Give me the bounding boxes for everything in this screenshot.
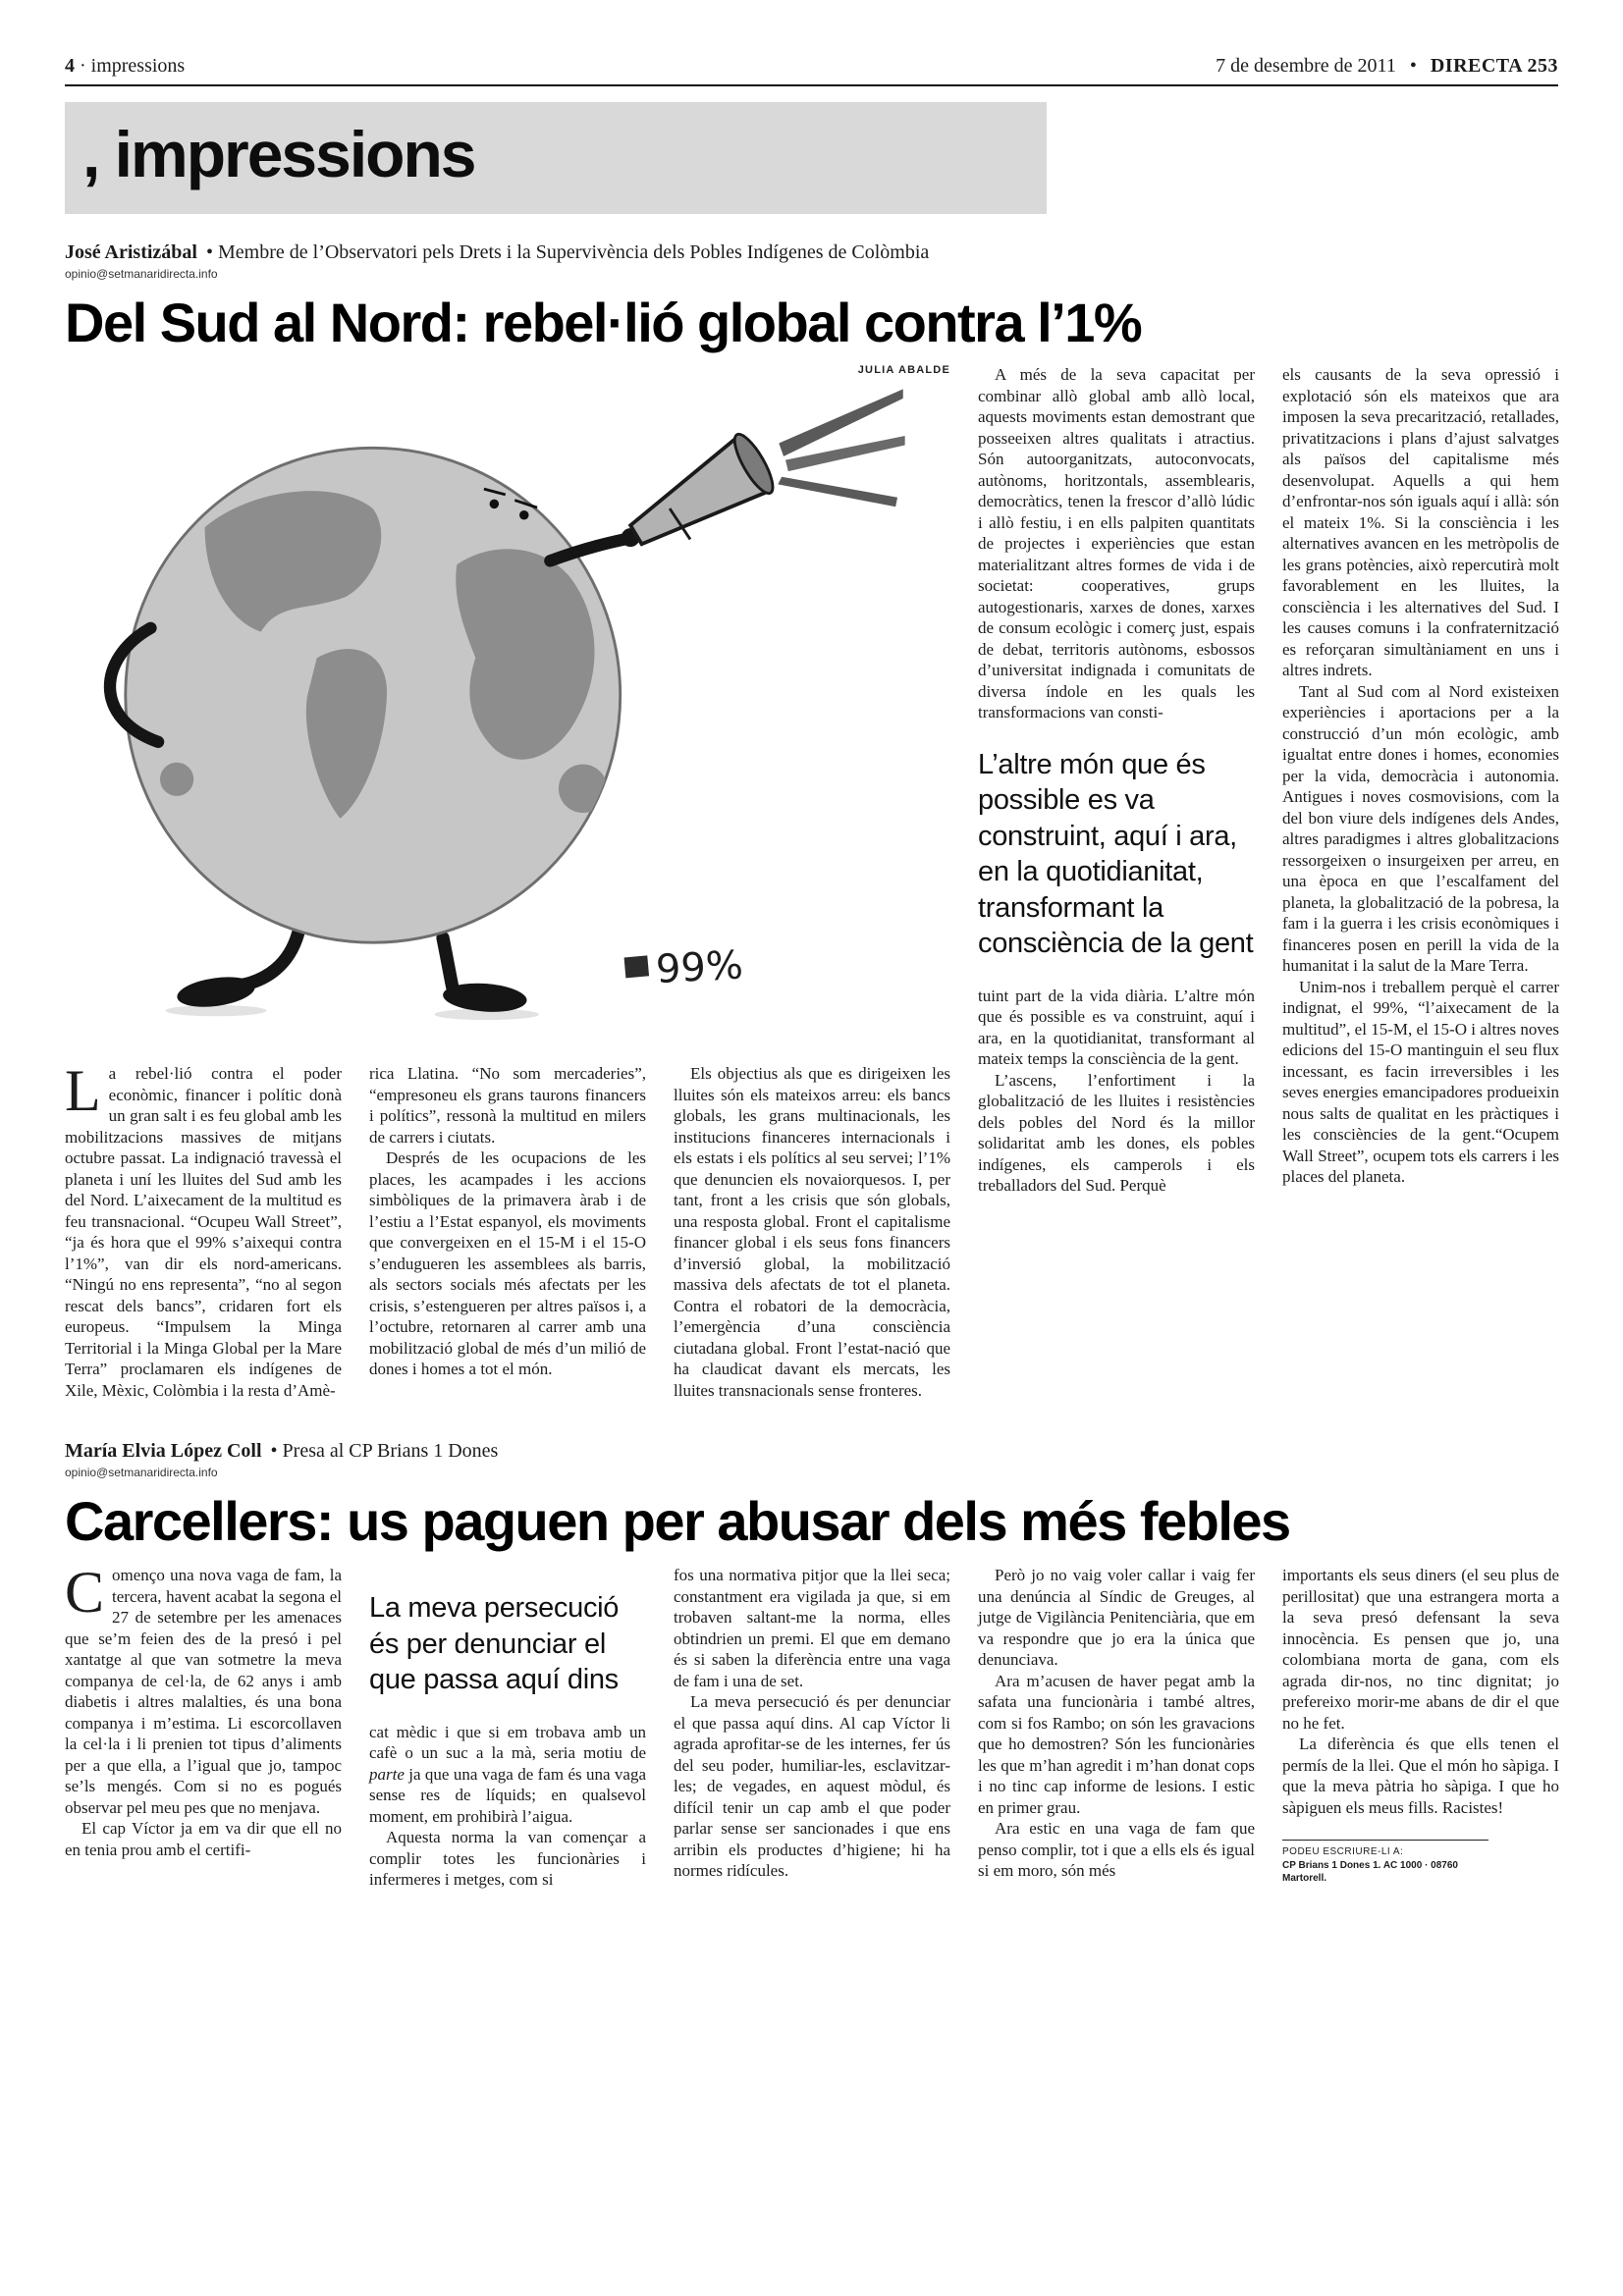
author-role: • Presa al CP Brians 1 Dones bbox=[270, 1440, 499, 1463]
paragraph bbox=[369, 1722, 646, 1828]
paragraph: Aquesta norma la van començar a complir totes les funcionàries i infermeres i metges, com si bbox=[369, 1828, 646, 1890]
paragraph: Després de les ocupacions de les places, les acampades i les accions simbòliques de la primavera àrab i de l’estiu a l’Estat espanyol, els moviments que convergeixen en el 15-M i el 15-O s’endugueren les assemblees als barris, als sectors socials més afectats per les crisis, s’estengueren per altres països i, a l’octubre, retornaren al carrer amb una mobilització global de més d’un milió de dones i homes a tot el món. bbox=[369, 1148, 646, 1379]
ninety-nine-percent-label: 99% bbox=[654, 942, 744, 993]
article1-left-block bbox=[65, 364, 950, 1401]
author-role: • Membre de l’Observatori pels Drets i la Supervivència dels Pobles Indígenes de Colòmbia bbox=[206, 241, 930, 263]
article1-column-4 bbox=[978, 364, 1255, 1401]
header-left bbox=[65, 55, 185, 78]
article1-headline: Del Sud al Nord: rebel·lió global contra l’1% bbox=[65, 292, 1142, 353]
paragraph: El cap Víctor ja em va dir que ell no en tenia prou amb el certifi- bbox=[65, 1819, 342, 1859]
globe-megaphone-illustration bbox=[65, 378, 950, 1022]
paragraph: Unim-nos i treballem perquè el carrer indignat, el 99%, “l’aixecament de la multitud”, el 15-M, el 15-O i altres noves edicions del 15-O mantinguin el seu flux incessant, es facin irreversibles i les seves energies emancipadores produeixin nous salts de qualitat en les pràctiques i les consciències de la gent.“Ocupem Wall Street”, ocupem tots els carrers i les places del planeta. bbox=[1282, 977, 1559, 1187]
article1-column-1 bbox=[65, 1058, 342, 1401]
article2-columns bbox=[65, 1560, 1559, 1891]
article2-column-1 bbox=[65, 1560, 342, 1891]
author-name: José Aristizábal bbox=[65, 241, 197, 263]
article2-headline: Carcellers: us paguen per abusar dels més febles bbox=[65, 1490, 1290, 1553]
article-del-sud-al-nord bbox=[65, 241, 1558, 1401]
section-banner bbox=[65, 102, 1047, 214]
paragraph: els causants de la seva opressió i explotació són els mateixos que ara imposen la seva precarització, retallades, privatitzacions i plans d’ajust salvatges als països del capitalisme més desenvolupat. Aquells a qui hem d’enfrontar-nos són iguals aquí i allà: són el mateix 1%. Si la consciència i les alternatives avancen en les metròpolis de les grans potències, això repercutirà molt favorablement en les lluites, la consciència i les alternatives del Sud. I les causes comuns i la confraternització es reforçaran simultàniament en uns i altres indrets. bbox=[1282, 365, 1559, 680]
pull-quote: L’altre món que és possible es va construint, aquí i ara, en la quotidianitat, transformant la consciència de la gent bbox=[978, 748, 1254, 960]
page-number: 4 bbox=[65, 55, 75, 77]
paragraph: Tant al Sud com al Nord existeixen experiències i aportacions per a la construcció d’un món ecològic, amb igualtat entre dones i homes, economies per la vida, democràcia i autonomia. Antigues i noves cosmovisions, com la del bon viure dels indígenes dels Andes, altres paradigmes i altres globalitzacions ressorgeixen o insurgeixen per arreu, en una època en que l’escalfament del planeta, la globalització de la pobresa, la fam i la guerra i les crisis econòmiques i financeres posen en perill la vida de la humanitat i la salut de la Mare Terra. bbox=[1282, 681, 1559, 976]
illustration-credit: JULIA ABALDE bbox=[857, 364, 950, 377]
paragraph: tuint part de la vida diària. L’altre món que és possible es va construint, aquí i ara, en la quotidianitat, transformant al mateix temps la consciència de la gent. bbox=[978, 986, 1255, 1069]
paragraph-text: omenço una nova vaga de fam, la tercera, havent acabat la segona el 27 de setembre per les amenaces que se’m feien des de la presó i pel xantatge al que van sotmetre la meva companya de cel·la, de 62 anys i amb diabetis i altres malalties, és una bona companya i m’estima. Li escorcollaven la cel·la i li prenien tot tipus d’aliments per a que ella, a l’igual que jo, tampoc se’ls mengés. Com si no es pogués observar pel meu pes que no menjava. bbox=[65, 1566, 342, 1817]
section-name: · impressions bbox=[80, 55, 186, 77]
paragraph: A més de la seva capacitat per combinar allò global amb allò local, aquests moviments estan demostrant que posseeixen altres qualitats i atractius. Són autoorganitzats, autoconvocats, autònoms, horitzontals, assemblearis, democràtics, tenen la frescor d’allò lúdic i allò festiu, i en ells palpiten quantitats de projectes i experiències que estan materialitzant altres formes de vida i de societat: cooperatives, grups autogestionaris, xarxes de dones, xarxes de consum ecològic i comerç just, espais de debat, territoris autònoms, esbossos d’universitat indignada i comunitats de diversa índole en les quals les transformacions van consti- bbox=[978, 365, 1255, 722]
author-email: opinio@setmanaridirecta.info bbox=[65, 1466, 218, 1480]
note-address: CP Brians 1 Dones 1. AC 1000 · 08760 Martorell. bbox=[1282, 1859, 1458, 1885]
issue-number: DIRECTA 253 bbox=[1430, 55, 1558, 77]
paragraph: Ara m’acusen de haver pegat amb la safata una funcionària i també altres, com si fos Rambo; on són les gravacions que ho demostren? Són les funcionàries les que m’han agredit i m’han donat cops i no tinc cap informe de lesions. I estic en primer grau. bbox=[978, 1671, 1255, 1817]
page-header bbox=[65, 55, 1558, 78]
bullet-separator: • bbox=[1409, 55, 1417, 77]
header-rule bbox=[65, 84, 1558, 86]
article1-columns bbox=[65, 364, 1558, 1401]
globe bbox=[126, 448, 663, 942]
article2-column-2 bbox=[369, 1565, 646, 1891]
paragraph: Però jo no vaig voler callar i vaig fer una denúncia al Síndic de Greuges, al jutge de Vigilància Penitenciària, que em va respondre que jo era la única que denunciava. bbox=[978, 1566, 1255, 1670]
author-name: María Elvia López Coll bbox=[65, 1440, 262, 1463]
drop-cap: L bbox=[65, 1058, 101, 1124]
ninety-nine-percent-sign bbox=[624, 943, 744, 993]
paragraph-text: ja que una vaga de fam és una vaga sense res de líquids; en qualsevol moment, em prohibirà l’aigua. bbox=[369, 1764, 646, 1826]
article2-column-4 bbox=[978, 1565, 1255, 1891]
paragraph: L’ascens, l’enfortiment i la globalització de les lluites i resistències dels pobles del Nord és la millor solidaritat amb les dones, els pobles indígenes, els camperols i els treballadors del Sud. Perquè bbox=[978, 1070, 1255, 1196]
header-right bbox=[1207, 55, 1558, 78]
paragraph: La meva persecució és per denunciar el que passa aquí dins. Al cap Víctor li agrada aprofitar-se de les internes, fer ús del seu poder, humiliar-les, esclavitzar-les; de vegades, en aquest mòdul, és difícil tenir un cap amb el que poder parlar sense ser sancionades i que ens arribin els productes d’higiene; hi ha normes ridícules. bbox=[674, 1692, 950, 1881]
write-to-note bbox=[1282, 1840, 1488, 1886]
article1-column-2 bbox=[369, 1063, 646, 1401]
paragraph: rica Llatina. “No som mercaderies”, “empresoneu els grans taurons financers i polítics”, ressonà la multitud en milers de carrers i ciutats. bbox=[369, 1064, 646, 1147]
article2-byline bbox=[65, 1440, 1558, 1463]
article1-column-5 bbox=[1282, 364, 1559, 1401]
drop-cap: C bbox=[65, 1560, 105, 1626]
speed-lines bbox=[778, 390, 904, 507]
issue-date: 7 de desembre de 2011 bbox=[1216, 55, 1396, 77]
paragraph bbox=[65, 1058, 342, 1401]
article1-byline bbox=[65, 241, 1558, 264]
pull-quote: La meva persecució és per denunciar el que passa aquí dins bbox=[369, 1592, 620, 1696]
note-label: PODEU ESCRIURE-LI A: bbox=[1282, 1846, 1404, 1858]
paragraph: La diferència és que ells tenen el permís de la llei. Que el món ho sàpiga. I que la meva pàtria ho sàpiga. I que ho sàpiguen els meus fills. Racistes! bbox=[1282, 1735, 1559, 1817]
paragraph: importants els seus diners (el seu plus de perillositat) que una estrangera morta a la seva presó defensant la seva innocència. Es pensen que jo, una colombiana morta de gana, com els agrada dir-nos, no tinc dignitat; jo prefereixo morir-me abans de dir el que no he fet. bbox=[1282, 1566, 1559, 1733]
paragraph: Els objectius als que es dirigeixen les lluites són els mateixos arreu: els bancs globals, les grans multinacionals, les institucions financeres internacionals i els estats i els polítics al seu servei; l’1% que denuncien els novaiorquesos. I, per tant, front a les crisis que són globals, una resposta global. Front el capitalisme financer global i els seus fons financers d’inversió global, la mobilització massiva dels afectats de tot el planeta. Contra el robatori de la democràcia, l’emergència d’una consciència ciutadana global. Front l’estat-nació que ha claudicat davant els mercats, les lluites transnacionals sense fronteres. bbox=[674, 1064, 950, 1400]
paragraph bbox=[65, 1560, 342, 1818]
paragraph: fos una normativa pitjor que la llei seca; constantment era vigilada ja que, si em trobaven saltant-me la norma, elles obtindrien un premi. El que em demano és si saben la diferència entre una vaga de fam i una de set. bbox=[674, 1566, 950, 1690]
article2-column-3 bbox=[674, 1565, 950, 1891]
paragraph-text: cat mèdic i que si em trobava amb un cafè o un suc a la mà, seria motiu de bbox=[369, 1722, 646, 1763]
megaphone bbox=[630, 430, 780, 545]
paragraph: Ara estic en una vaga de fam que penso complir, tot i que a ells els és igual si em moro, són més bbox=[978, 1819, 1255, 1881]
article1-bottom-columns bbox=[65, 1058, 950, 1401]
article-carcellers bbox=[65, 1440, 1558, 1891]
paragraph-text: a rebel·lió contra el poder econòmic, financer i polític donà un gran salt i es feu global amb les mobilitzacions massives de mitjans octubre passat. La indignació travessà el planeta i uní les lluites del Sud amb les del Nord. L’aixecament de la multitud es feu transnacional. “Ocupeu Wall Street”, “ja és hora que el 99% s’aixequi contra l’1%”, van dir els nord-americans. “Ningú no ens representa”, “no al segon rescat dels bancs”, cridaren fort els europeus. “Impulsem la Minga Territorial i la Minga Global per la Mare Terra” proclamaren els indígenes de Xile, Mèxic, Colòmbia i la resta d’Amè- bbox=[65, 1064, 342, 1400]
article1-column-3 bbox=[674, 1063, 950, 1401]
section-title: , impressions bbox=[82, 118, 475, 190]
italic-word: parte bbox=[369, 1764, 405, 1784]
article2-column-5 bbox=[1282, 1565, 1559, 1891]
author-email: opinio@setmanaridirecta.info bbox=[65, 267, 218, 281]
